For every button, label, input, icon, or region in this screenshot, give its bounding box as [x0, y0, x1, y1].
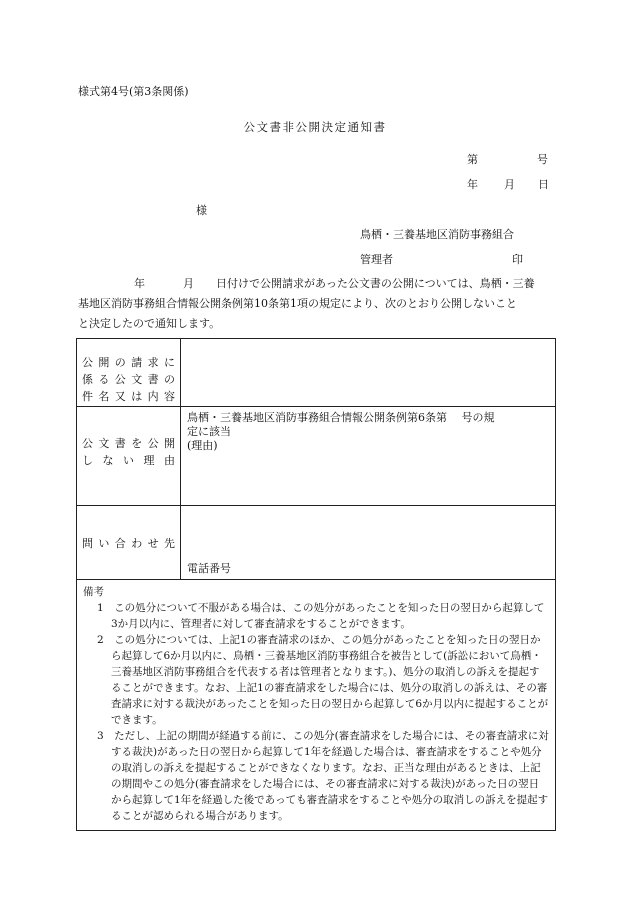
value-cell-request	[181, 339, 556, 407]
label-cell-contact	[77, 506, 181, 580]
note-item-2: 2 この処分については、上記1の審査請求のほか、この処分があったことを知った日の翌日から起算して6か月以内に、鳥栖・三養基地区消防事務組合を被告として(訴訟において鳥栖・三養基地区消防事務組合を代表する者は管理者となります。)、処分の取消しの訴えを提起することができます。なお、上記1の審査請求をした場合には、処分の取消しの訴えは、その審査請求に対する裁決があったことを知った日の翌日から起算して6か月以内に提起することができます。	[97, 634, 549, 726]
date-day: 日	[538, 178, 549, 191]
label-reason	[77, 407, 180, 469]
label-contact: 問い合わせ先	[82, 537, 175, 550]
notes-cell	[77, 580, 556, 831]
label-cell-request	[77, 339, 181, 407]
intro-paragraph	[78, 274, 554, 334]
reason-line-2: 定に該当	[187, 425, 231, 438]
seal-mark: 印	[512, 253, 523, 266]
intro-line-3: と決定したので通知します。	[78, 317, 221, 330]
issuer-organization: 鳥栖・三養基地区消防事務組合	[360, 228, 514, 241]
disclosure-decision-table	[76, 338, 556, 831]
phone-number-label: 電話番号	[187, 562, 231, 575]
intro-month: 月	[183, 277, 194, 290]
value-cell-contact	[181, 506, 556, 580]
value-cell-reason	[181, 407, 556, 506]
intro-line-1	[78, 274, 554, 294]
notes-section	[77, 580, 555, 830]
document-number-suffix: 号	[537, 153, 548, 166]
label-request	[77, 339, 180, 405]
date-year: 年	[467, 178, 478, 191]
document-title: 公文書非公開決定通知書	[243, 120, 387, 134]
issuer-administrator: 管理者	[360, 253, 393, 266]
date-month: 月	[504, 178, 515, 191]
label-request-line-1: 公開の請求に	[82, 356, 175, 369]
note-item-1: 1 この処分について不服がある場合は、この処分があったことを知った日の翌日から起算して3か月以内に、管理者に対して審査請求をすることができます。	[97, 602, 545, 630]
intro-line-2: 基地区消防事務組合情報公開条例第10条第1項の規定により、次のとおり公開しないこと	[78, 297, 517, 310]
recipient-honorific: 様	[196, 204, 207, 217]
intro-line-1-text: 日付けで公開請求があった公文書の公開については、鳥栖・三養	[216, 277, 535, 290]
table-row-reason	[77, 407, 556, 506]
table-row-request	[77, 339, 556, 407]
intro-year: 年	[134, 277, 145, 290]
value-reason	[181, 407, 555, 453]
label-reason-line-1: 公文書を公開	[82, 437, 175, 450]
label-cell-reason	[77, 407, 181, 506]
table-row-contact	[77, 506, 556, 580]
table-row-notes	[77, 580, 556, 831]
reason-line-3: (理由)	[187, 439, 218, 452]
value-request	[181, 339, 555, 343]
label-request-line-3: 件名又は内容	[82, 390, 175, 403]
form-number-label: 様式第4号(第3条関係)	[78, 85, 189, 98]
document-number-prefix: 第	[467, 153, 478, 166]
note-item-3: 3 ただし、上記の期間が経過する前に、この処分(審査請求をした場合には、その審査請求に対する裁決)があった日の翌日から起算して1年を経過した場合は、審査請求をすることや処分の取消しの訴えを提起することができなくなります。なお、正当な理由があるときは、上記の期間やこの処分(審査請求をした場合には、その審査請求に対する裁決)があった日の翌日から起算して1年を経過した後であっても審査請求をすることや処分の取消しの訴えを提起することが認められる場合があります。	[97, 730, 549, 822]
label-request-line-2: 係る公文書の	[82, 373, 175, 386]
label-reason-line-2: しない理由	[82, 454, 175, 467]
notes-heading: 備考	[83, 586, 104, 598]
reason-line-1: 鳥栖・三養基地区消防事務組合情報公開条例第6条第 号の規	[187, 411, 495, 424]
